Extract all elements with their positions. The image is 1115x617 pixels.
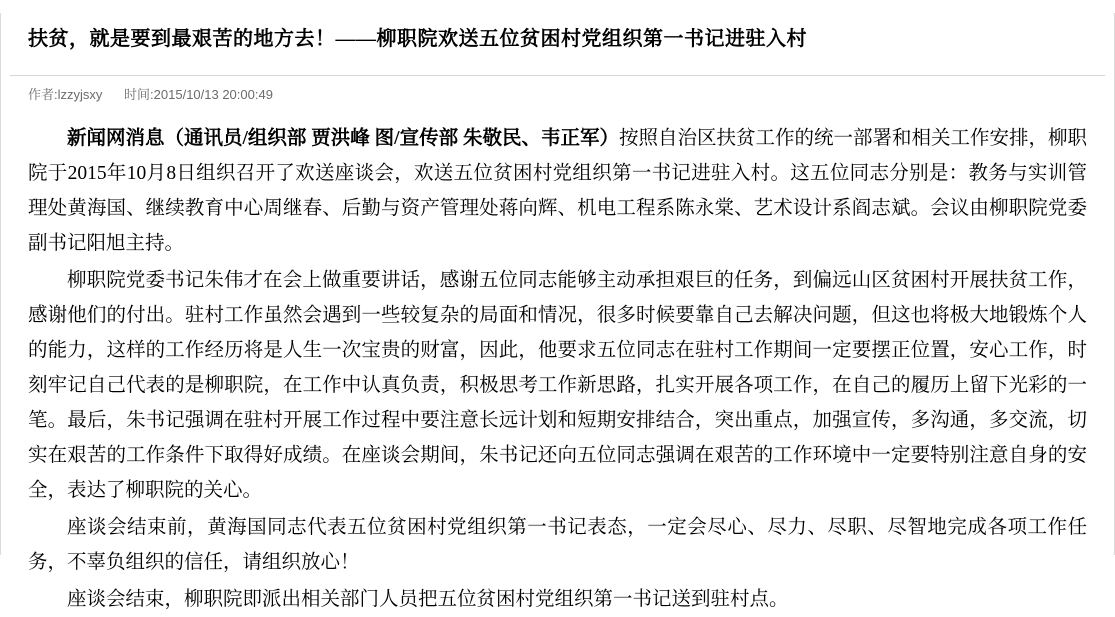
author-meta (28, 84, 102, 103)
paragraph-text: 座谈会结束前，黄海国同志代表五位贫困村党组织第一书记表态，一定会尽心、尽力、尽职、尽智地完成各项工作任务，不辜负组织的信任，请组织放心！ (28, 516, 1087, 573)
article-paragraph (28, 263, 1087, 508)
article-body (0, 111, 1115, 617)
article-paragraph (28, 582, 1087, 617)
time-meta (124, 84, 273, 103)
paragraph-text: 柳职院党委书记朱伟才在会上做重要讲话，感谢五位同志能够主动承担艰巨的任务，到偏远山区贫困村开展扶贫工作，感谢他们的付出。驻村工作虽然会遇到一些较复杂的局面和情况，很多时候要靠自己去解决问题，但这也将极大地锻炼个人的能力，这样的工作经历将是人生一次宝贵的财富，因此，他要求五位同志在驻村工作期间一定要摆正位置，安心工作，时刻牢记自己代表的是柳职院，在工作中认真负责，积极思考工作新思路，扎实开展各项工作，在自己的履历上留下光彩的一笔。最后，朱书记强调在驻村开展工作过程中要注意长远计划和短期安排结合，突出重点，加强宣传，多沟通，多交流，切实在艰苦的工作条件下取得好成绩。在座谈会期间，朱书记还向五位同志强调在艰苦的工作环境中一定要特别注意自身的安全，表达了柳职院的关心。 (28, 269, 1087, 501)
article-paragraph (28, 510, 1087, 580)
time-value: 2015/10/13 20:00:49 (153, 86, 273, 102)
paragraph-text: 按照自治区扶贫工作的统一部署和相关工作安排，柳职院于2015年10月8日组织召开了欢送座谈会，欢送五位贫困村党组织第一书记进驻入村。这五位同志分别是：教务与实训管理处黄海国、继续教育中心周继春、后勤与资产管理处蒋向辉、机电工程系陈永棠、艺术设计系阎志斌。会议由柳职院党委副书记阳旭主持。 (28, 127, 1087, 254)
article-paragraph (28, 121, 1087, 261)
paragraph-text: 座谈会结束，柳职院即派出相关部门人员把五位贫困村党组织第一书记送到驻村点。 (67, 588, 789, 610)
paragraph-lead: 新闻网消息（通讯员/组织部 贾洪峰 图/宣传部 朱敬民、韦正军） (67, 127, 619, 149)
time-label: 时间: (124, 86, 154, 102)
article-meta (10, 75, 1105, 111)
author-label: 作者: (28, 86, 58, 102)
article-page (0, 13, 1115, 610)
author-value: lzzyjsxy (57, 86, 103, 102)
page-title: 扶贫，就是要到最艰苦的地方去！——柳职院欢送五位贫困村党组织第一书记进驻入村 (28, 28, 807, 51)
